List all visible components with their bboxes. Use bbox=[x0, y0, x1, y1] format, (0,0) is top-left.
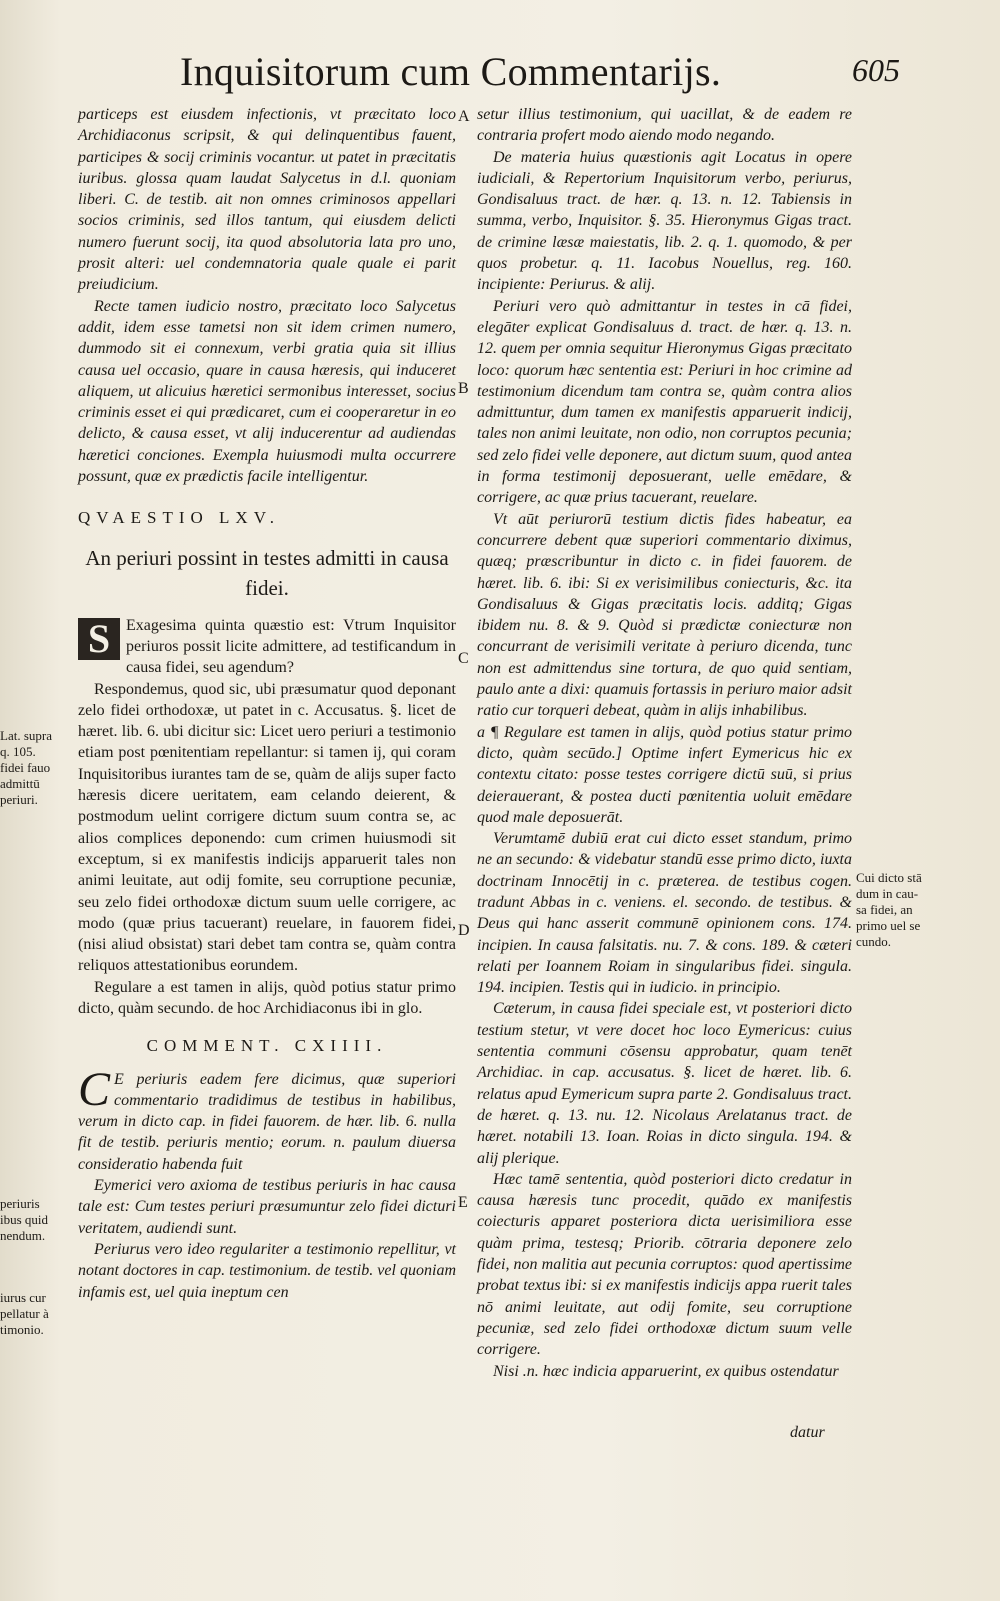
margin-note-left-1: Lat. supra bbox=[0, 728, 52, 743]
regulare-paragraph: Regulare a est tamen in alijs, quòd potius statur primo dicto, quàm secundo. de hoc Archidiaconus ibi in glo. bbox=[78, 978, 456, 1017]
comment-paragraph-1 bbox=[78, 1062, 456, 1175]
left-paragraph-2: Recte tamen iudicio nostro, præcitato loco Salycetus addit, idem esse tametsi non sit idem crimen numero, dummodo sit ei connexum, verbi gratia quia sit illius causa uel occasio, quare in causa hæresis, qui induceret aliquem, ut alicuius hæretici sermonibus interesset, socius criminis esset ei qui prædicaret, cum ei cooperaretur in eo delicto, & causa esset, vt alij inducerentur ad audiendas hæretici conciones. Exempla huiusmodi multa occurrere possunt, quæ ex prædictis facile intelligentur. bbox=[78, 297, 456, 486]
margin-note-left-5: periuri. bbox=[0, 792, 38, 807]
response-paragraph: Respondemus, quod sic, ubi præsumatur quod deponant zelo fidei orthodoxæ, ut patet in c. Accusatus. §. licet de hæret. lib. 6. ubi dicitur sic: Licet uero periuri a testimonio etiam post pœnitentiam repellantur: si tamen ij, qui coram Inquisitoribus iurantes tam de se, quàm de alijs super facto hæresis dicere ueritatem, eam celando deierent, & postmodum uelint corrigere dictum suum contra se, ac alios complices deponendo: cum crimen huiusmodi sit exceptum, si ex manifestis indicijs apparuerit tales non animi leuitate, aut odij fomite, seu corruptione pecuniæ, seu zelo fidei orthodoxæ dictum suum uelle corrigere, ac modo (quæ prius tacuerant) reuelare, in fauorem fidei, (nisi aliud obsistat) stari debet tam contra se, quàm contra reliquos attestationibus eorundem. bbox=[78, 680, 456, 975]
margin-note-right-1: Cui dicto stā bbox=[856, 870, 922, 885]
right-paragraph-4: Vt aūt periurorū testium dictis fides habeatur, ea concurrere debent quæ superiori commentario diximus, quæq; præscribuntur in dicto c. in fidei fauorem. de hæret. lib. 6. ibi: Si ex verisimilibus coniecturis, &c. ita Gondisaluus & Gigas præcitatis locis. additq; Gigas ibidem nu. 8. & 9. Quòd si prædictæ coniecturæ non concurrant de verisimili veritate à periuro dicenda, tunc non est admittendus sine tortura, de quo quid sentiam, paulo ante a dixi: quamuis fortassis in periuro maior adsit ratio cur torqueri debeat, quàm in alijs inhabilibus. bbox=[477, 510, 852, 720]
page-number: 605 bbox=[852, 52, 900, 88]
left-column bbox=[78, 104, 456, 1303]
comment-text-1: E periuris eadem fere dicimus, quæ superiori commentario tradidimus de testibus in habilibus, verum in dicto cap. in fidei fauorem. de hær. lib. 6. nulla fit de testib. periuris mentio; eorum. n. paulum diuersa consideratio habenda fuit bbox=[78, 1070, 456, 1173]
question-paragraph bbox=[78, 615, 456, 679]
comment-paragraph-2: Eymerici vero axioma de testibus periuris in hac causa tale est: Cum testes periuri præsumuntur zelo fidei dicturi veritatem, audiendi sunt. bbox=[78, 1177, 456, 1237]
margin-note-left-10: pellatur à bbox=[0, 1306, 49, 1321]
comment-paragraph-3: Periurus vero ideo regulariter a testimonio repellitur, vt notant doctores in cap. testimonium. de testib. vel quoniam infamis est, uel quia ineptum cen bbox=[78, 1240, 456, 1301]
right-paragraph-8: Hæc tamē sententia, quòd posteriori dicto credatur in causa hæresis tunc procedit, quādo ex manifestis coiecturis apparet posteriora dicta uerisimiliora esse quàm prima, testesq; Priorib. cōtraria deponere zelo fidei, non malitia aut pecunia corruptos: quod apertissime probat textus ibi: si ex manifestis indicijs appa ruerit tales nō animi leuitate, aut odij fomite, seu corruptione pecuniæ, sed zelo fidei orthodoxæ dictum suum velle corrigere. bbox=[477, 1170, 852, 1359]
margin-note-right-5: cundo. bbox=[856, 934, 892, 949]
margin-note-right-3: sa fidei, an bbox=[856, 902, 913, 917]
comment-heading: COMMENT. CXIIII. bbox=[146, 1036, 388, 1056]
right-paragraph-2: De materia huius quæstionis agit Locatus in opere iudiciali, & Repertorium Inquisitorum verbo, periurus, Gondisaluus tract. de hær. q. 13. n. 12. Tabiensis in summa, verbo, Inquisitor. §. 35. Hieronymus Gigas tract. de crimine læsæ maiestatis, lib. 2. q. 1. quomodo, & per quos probetur. q. 11. Iacobus Nouellus, reg. 160. incipiente: Periurus. & alij. bbox=[477, 148, 852, 294]
question-text: Exagesima quinta quæstio est: Vtrum Inquisitor periuros possit licite admittere, ad testificandum in causa fidei, seu agendum? bbox=[126, 616, 456, 677]
right-paragraph-6: Verumtamē dubiū erat cui dicto esset standum, primo ne an secundo: & videbatur standū esse primo dicto, iuxta doctrinam Innocētij in c. præterea. de testibus cogen. tradunt Abbas in c. veniens. el. secondo. de testibus. & Deus qui hanc asserit communē opinionem cons. 174. incipien. In causa falsitatis. nu. 7. & cons. 189. & cæteri relati per Ioannem Roiam in singularibus fidei. singula. 194. incipien. Testis qui in iudicio. in principio. bbox=[477, 830, 852, 997]
right-paragraph-3: Periuri vero quò admittantur in testes in cā fidei, elegāter explicat Gondisaluus d. tract. de hær. q. 13. n. 12. quem per omnia sequitur Hieronymus Gigas præcitato loco: quorum hæc sententia est: Periuri in hoc crimine ad testimonium dicendum tam contra se, quàm contra alios admittuntur, dum tamen ex manifestis apparuerit indicij, tales non animi leuitate, non odio, non corruptos pecunia; sed zelo fidei velle deponere, aut dictum suum, quod antea in forma testimonij deposuerant, uelle emēdare, & corrigere, ac quæ prius tacuerant, reuelare. bbox=[477, 297, 852, 507]
right-paragraph-9: Nisi .n. hæc indicia apparuerint, ex quibus ostendatur bbox=[493, 1362, 839, 1380]
right-column bbox=[477, 104, 852, 1382]
margin-note-left-9: iurus cur bbox=[0, 1290, 46, 1305]
section-letter-d: D bbox=[458, 922, 470, 939]
margin-note-left-11: timonio. bbox=[0, 1322, 44, 1337]
margin-note-right-2: dum in cau- bbox=[856, 886, 919, 901]
question-title: An periuri possint in testes admitti in causa fidei. bbox=[85, 545, 449, 600]
section-letter-c: C bbox=[458, 650, 469, 667]
margin-note-left-2: q. 105. bbox=[0, 744, 36, 759]
right-paragraph-1: setur illius testimonium, qui uacillat, & de eadem re contraria profert modo aiendo modo negando. bbox=[477, 106, 852, 145]
right-paragraph-7: Cæterum, in causa fidei speciale est, vt posteriori dicto testium stetur, vt vere docet hoc loco Eymericus: cuius sententia communi cōsensu approbatur, quam tenēt Archidiac. in cap. accusatus. §. licet de hæret. lib. 6. relatus apud Eymericum supra parte 2. Gondisaluus tract. de hæret. q. 13. nu. 12. Nicolaus Arelatanus tract. de hæret. notabili 13. Ioan. Roias in dicto singula. 194. & alij plerique. bbox=[477, 1000, 852, 1167]
margin-note-left-3: fidei fauo bbox=[0, 760, 51, 775]
drop-cap: S bbox=[78, 618, 120, 660]
margin-note-right-4: primo uel se bbox=[856, 918, 921, 933]
page-header bbox=[180, 48, 900, 102]
margin-note-left-8: nendum. bbox=[0, 1228, 46, 1243]
section-letter-e: E bbox=[458, 1194, 468, 1211]
initial-letter: C bbox=[78, 1062, 111, 1116]
left-paragraph-1: particeps est eiusdem infectionis, vt præcitato loco Archidiaconus scripsit, & qui delinquentibus fauent, participes & socij criminis vocantur. ut patet in præcitatis iuribus. glossa quam laudat Salycetus in d.l. quoniam liberi. C. de testib. ait non omnes criminosos appellari socios criminis, sed illos tantum, qui eiusdem delicti numero fuerunt socij, ita quod absolutoria lata pro uno, prosit alteri: uel condemnatoria quale quale ei parit preiudicium. bbox=[78, 106, 456, 294]
section-letter-a: A bbox=[458, 108, 470, 125]
right-paragraph-5: a ¶ Regulare est tamen in alijs, quòd potius statur primo dicto, quàm secūdo.] Optime infert Eymericus hic ex contextu citato: posse testes corrigere dictū suū, si prius deierauerant, & postea ducti pœnitentia uoluit emēdare quod male deposuerāt. bbox=[477, 723, 852, 826]
margin-note-left-4: admittū bbox=[0, 776, 40, 791]
question-heading: QVAESTIO LXV. bbox=[78, 508, 281, 528]
catchword: datur bbox=[790, 1424, 825, 1441]
margin-note-left-7: ibus quid bbox=[0, 1212, 49, 1227]
running-head: Inquisitorum cum Commentarijs. bbox=[180, 49, 722, 94]
margin-note-left-6: periuris bbox=[0, 1196, 40, 1211]
section-letter-b: B bbox=[458, 380, 469, 397]
